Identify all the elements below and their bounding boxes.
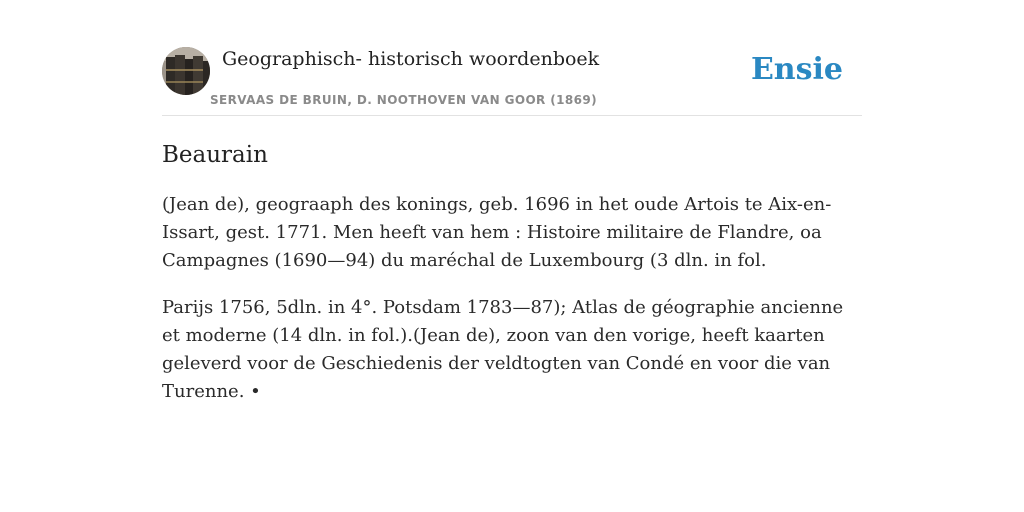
book-title[interactable]: Geographisch- historisch woordenboek	[222, 48, 600, 70]
ensie-logo[interactable]: Ensie	[750, 52, 843, 87]
entry-paragraph-1: (Jean de), geograaph des konings, geb. 1696 in het oude Artois te Aix-en-Issart, gest. 1771. Men heeft van hem : Histoire militaire de Flandre, oa Campagnes (1690—94) du maréchal de Luxembourg (3 dln. in fol.	[162, 194, 832, 271]
entry-paragraph-2: Parijs 1756, 5dln. in 4°. Potsdam 1783—87); Atlas de géographie ancienne et moderne (14 dln. in fol.).(Jean de), zoon van den vorige, heeft kaarten geleverd voor de Geschiedenis der veldtogten van Condé en voor die van Turenne. •	[162, 297, 844, 402]
page	[162, 0, 862, 406]
book-cover-icon[interactable]	[162, 47, 210, 95]
book-authors-year: SERVAAS DE BRUIN, D. NOOTHOVEN VAN GOOR (1869)	[210, 93, 598, 107]
entry-title: Beaurain	[162, 142, 268, 168]
book-header	[162, 46, 862, 116]
